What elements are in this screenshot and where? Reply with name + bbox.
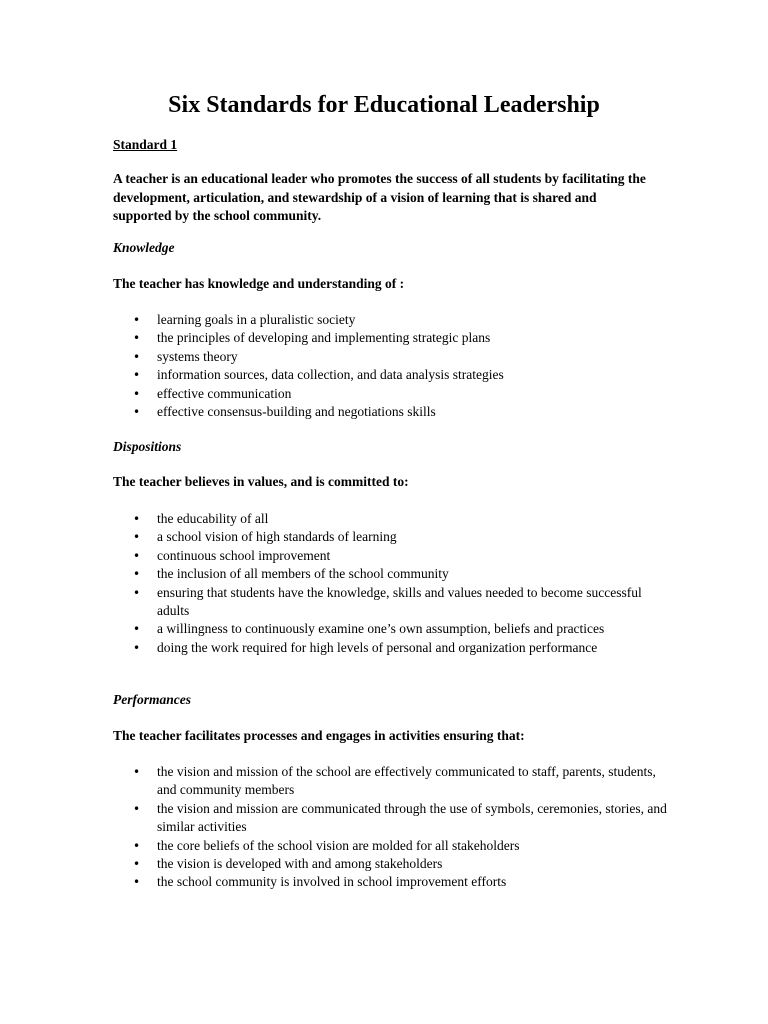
list-item: • effective communication (113, 385, 673, 403)
list-item: • the principles of developing and implementing strategic plans (113, 329, 673, 347)
list-item: • the vision and mission are communicated through the use of symbols, ceremonies, stories, and similar activities (113, 800, 673, 837)
list-item: • the inclusion of all members of the school community (113, 565, 673, 583)
list-item: • systems theory (113, 348, 673, 366)
bullet-list-knowledge (113, 311, 673, 421)
list-item: • the school community is involved in school improvement efforts (113, 873, 673, 891)
bullet-list-performances (113, 763, 673, 892)
section-lead-knowledge: The teacher has knowledge and understanding of : (113, 276, 405, 291)
list-item: • learning goals in a pluralistic society (113, 311, 673, 329)
list-item: • a school vision of high standards of learning (113, 528, 673, 546)
list-item: • ensuring that students have the knowledge, skills and values needed to become successful adults (113, 584, 673, 621)
section-heading-performances: Performances (113, 692, 191, 707)
list-item: • the core beliefs of the school vision are molded for all stakeholders (113, 837, 673, 855)
standard-description: A teacher is an educational leader who promotes the success of all students by facilitating the development, articulation, and stewardship of a vision of learning that is shared and supported by the school community. (113, 171, 646, 223)
standard-label: Standard 1 (113, 137, 178, 152)
section-lead-dispositions: The teacher believes in values, and is committed to: (113, 474, 409, 489)
list-item: • the vision and mission of the school are effectively communicated to staff, parents, students, and community members (113, 763, 673, 800)
list-item: • the educability of all (113, 510, 673, 528)
section-heading-dispositions: Dispositions (113, 439, 182, 454)
bullet-list-dispositions (113, 510, 673, 657)
list-item: • effective consensus-building and negotiations skills (113, 403, 673, 421)
list-item: • continuous school improvement (113, 547, 673, 565)
section-heading-knowledge: Knowledge (113, 240, 175, 255)
list-item: • information sources, data collection, and data analysis strategies (113, 366, 673, 384)
page-title: Six Standards for Educational Leadership (168, 92, 600, 118)
list-item: • doing the work required for high levels of personal and organization performance (113, 639, 673, 657)
section-lead-performances: The teacher facilitates processes and engages in activities ensuring that: (113, 728, 525, 743)
list-item: • the vision is developed with and among stakeholders (113, 855, 673, 873)
list-item: • a willingness to continuously examine one’s own assumption, beliefs and practices (113, 620, 673, 638)
